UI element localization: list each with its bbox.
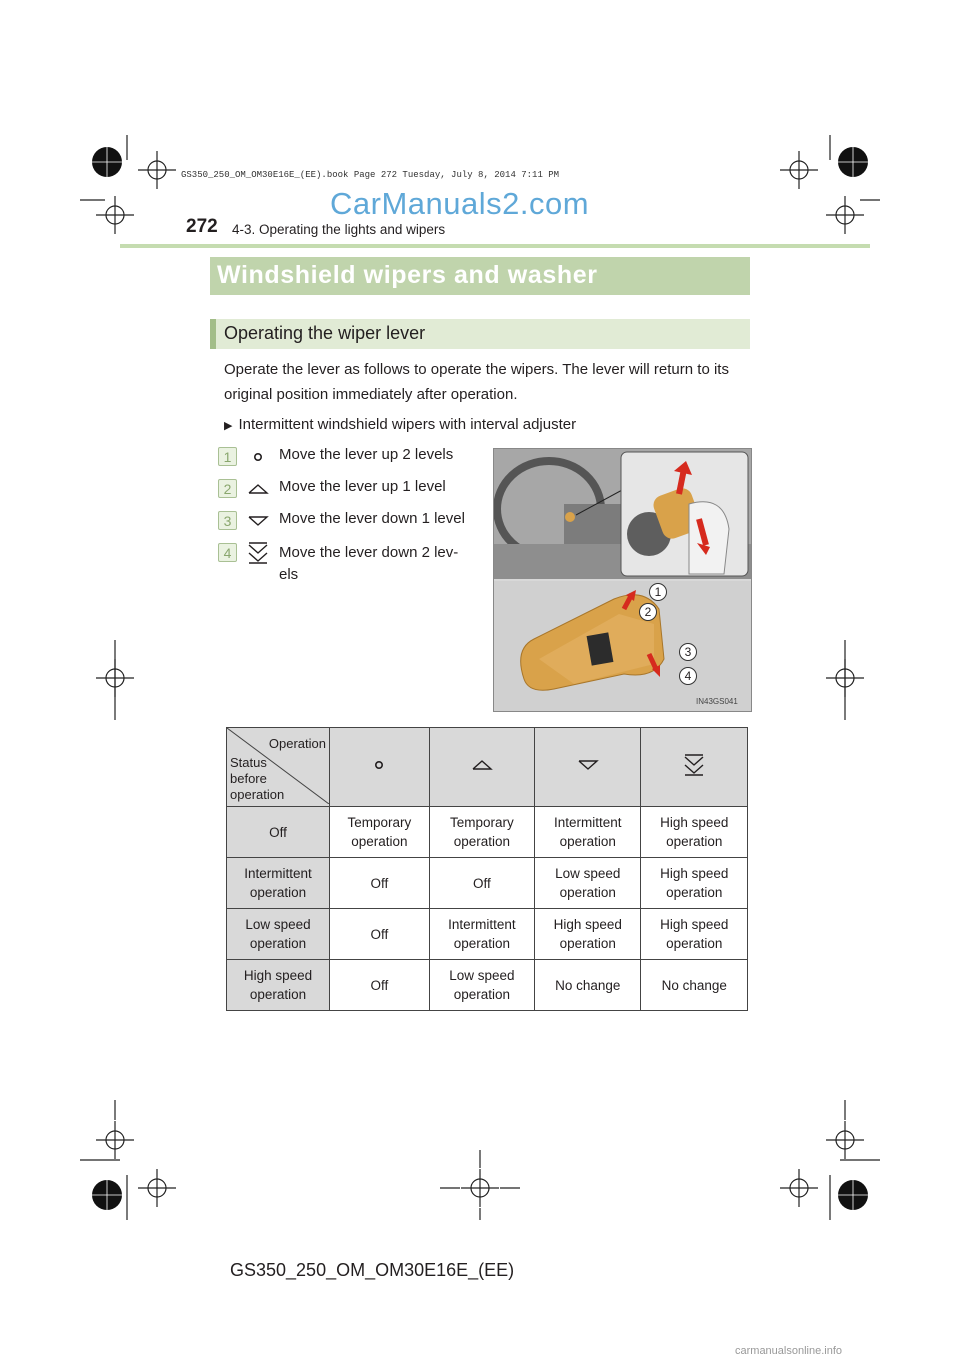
table-cell: Low speed operation [429,960,534,1011]
legend-text: Move the lever up 1 level [279,478,446,495]
table-row [227,960,748,1011]
crosshair-icon [780,1169,818,1207]
table-cell: High speed operation [641,909,748,960]
crosshair-icon [461,1169,499,1207]
figure-callout: 2 [639,603,657,621]
table-cell: Intermittent operation [429,909,534,960]
table-cell: High speed operation [641,858,748,909]
table-row [227,807,748,858]
table-cell: Temporary operation [330,807,430,858]
table-row [227,858,748,909]
table-row [227,909,748,960]
row-status: Intermittent operation [227,858,330,909]
corner-operation-label: Operation [268,736,326,751]
crosshair-icon [96,196,134,234]
chevron-up-icon [246,480,270,498]
site-watermark: carmanualsonline.info [735,1345,843,1357]
footer-code: GS350_250_OM_OM30E16E_(EE) [230,1260,515,1280]
intro-paragraph: Operate the lever as follows to operate the wipers. The lever will return to its original position immediately after operation. [224,361,729,403]
page-title-bar [210,257,750,295]
table-cell: Off [330,909,430,960]
subheading: Operating the wiper lever [224,323,426,343]
bullet-text: Intermittent windshield wipers with interval adjuster [238,416,577,433]
crosshair-icon [138,151,176,189]
row-status: High speed operation [227,960,330,1011]
figure-callout: 4 [679,667,697,685]
crosshair-icon [826,196,864,234]
legend-text: Move the lever down 1 level [279,510,465,527]
table-cell: Temporary operation [429,807,534,858]
figure-callout: 1 [649,583,667,601]
crosshair-icon [138,1169,176,1207]
table-cell: Off [330,960,430,1011]
column-header [535,728,641,807]
legend-number: 3 [218,511,237,530]
legend-text: Move the lever up 2 levels [279,446,454,463]
figure-illustration [494,449,751,711]
crosshair-icon [826,1121,864,1159]
crosshair-icon [96,1121,134,1159]
bullet-item [224,416,576,433]
chevron-down-icon [246,512,270,530]
subheading-bar [210,319,750,349]
table-cell: Intermittent operation [535,807,641,858]
triangle-bullet-icon: ▶ [224,420,233,432]
watermark: CarManuals2.com [330,186,590,221]
figure-code: IN43GS041 [696,697,738,706]
column-header [641,728,748,807]
double-chevron-down-icon [682,752,706,778]
row-status: Low speed operation [227,909,330,960]
header-rule [120,244,870,248]
legend-number: 4 [218,543,237,562]
column-header [330,728,430,807]
crosshair-icon [780,151,818,189]
wiper-operation-table [226,727,748,1011]
legend-number: 1 [218,447,237,466]
table-cell: Low speed operation [535,858,641,909]
page-title: Windshield wipers and washer [217,261,598,289]
section-title: 4-3. Operating the lights and wipers [232,222,446,237]
table-cell: No change [535,960,641,1011]
double-chevron-down-icon [246,540,270,566]
row-status: Off [227,807,330,858]
corner-status-label: Status before operation [230,755,285,802]
circle-icon [367,756,391,774]
table-header-row [227,728,748,807]
file-info: GS350_250_OM_OM30E16E_(EE).book Page 272 Tuesday, July 8, 2014 7:11 PM [181,170,560,180]
legend-number: 2 [218,479,237,498]
table-cell: Off [330,858,430,909]
table-cell: High speed operation [535,909,641,960]
figure-callout: 3 [679,643,697,661]
chevron-down-icon [576,756,600,774]
table-cell: Off [429,858,534,909]
table-corner-cell [227,728,330,807]
wiper-lever-figure [493,448,752,712]
column-header [429,728,534,807]
table-cell: High speed operation [641,807,748,858]
circle-icon [246,448,270,466]
page-number: 272 [186,216,218,237]
legend-text: Move the lever down 2 lev- els [279,544,459,583]
table-cell: No change [641,960,748,1011]
chevron-up-icon [470,756,494,774]
